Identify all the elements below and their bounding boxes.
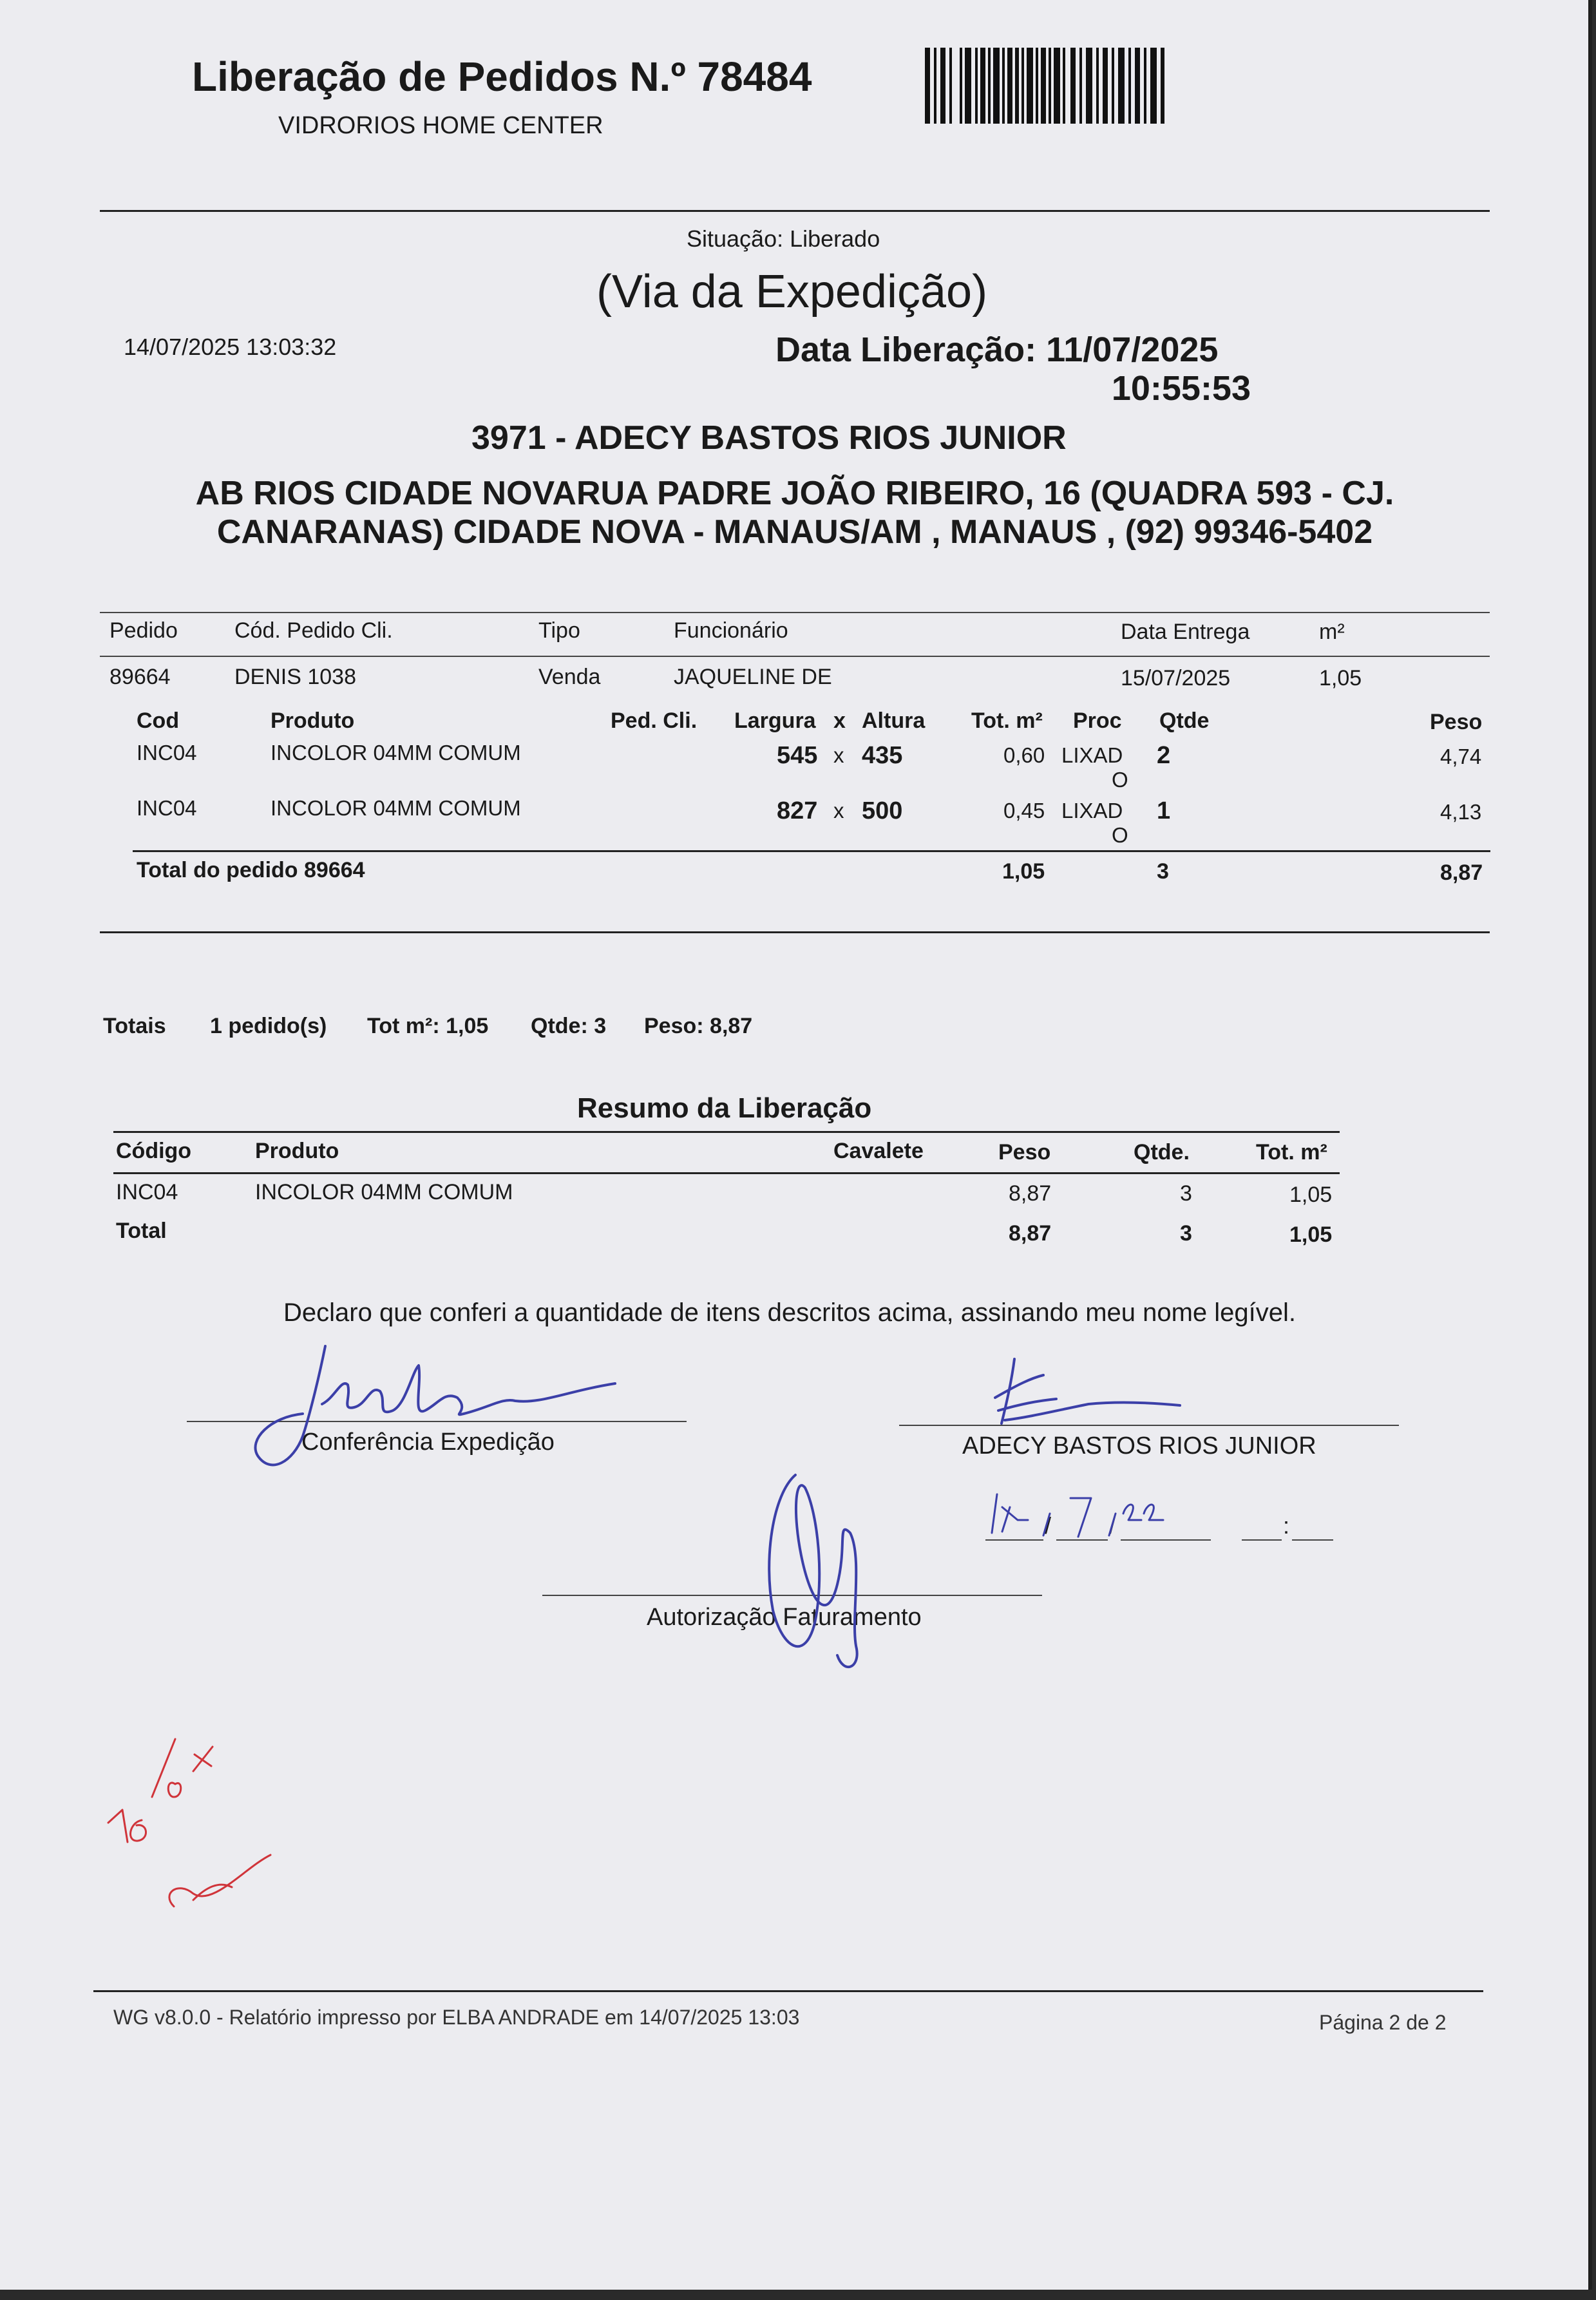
signature-customer [995,1359,1180,1423]
funcionario-value: JAQUELINE DE [674,665,832,689]
company-name: VIDRORIOS HOME CENTER [278,112,603,139]
item-proc-wrap: O [1112,823,1128,847]
signature-line-autorizacao [542,1595,1042,1596]
summary-peso: 8,87 [1009,1181,1052,1206]
item-proc: LIXAD [1061,743,1123,767]
col-data-entrega-header: Data Entrega [1121,620,1250,644]
col-tot-m2: Tot. m² [971,708,1043,733]
m2-value: 1,05 [1319,666,1362,690]
summary-col-tot-m2: Tot. m² [1256,1140,1327,1164]
time-separator: : [1283,1512,1290,1539]
time-blank-minute [1292,1539,1333,1541]
cod-cli-value: DENIS 1038 [234,665,356,689]
item-largura: 545 [777,742,818,769]
summary-qtde: 3 [1180,1181,1192,1206]
pedido-value: 89664 [109,665,171,689]
summary-top-rule [113,1131,1340,1133]
col-ped-cli: Ped. Cli. [611,708,698,733]
declaration-text: Declaro que conferi a quantidade de itens descritos acima, assinando meu nome legível. [283,1298,1297,1327]
summary-col-peso: Peso [998,1140,1051,1164]
totals-qtde: Qtde: 3 [531,1014,607,1038]
col-m2-header: m² [1319,620,1345,644]
item-altura: 500 [862,797,903,824]
signature-label-autorizacao: Autorização Faturamento [647,1604,922,1631]
total-pedido-m2: 1,05 [1002,859,1045,884]
time-blank-hour [1242,1539,1282,1541]
col-cod: Cod [137,708,180,733]
summary-col-qtde: Qtde. [1134,1140,1190,1164]
summary-title: Resumo da Liberação [577,1092,872,1124]
barcode [925,48,1170,124]
date-separator: / [1045,1512,1052,1539]
order-header-top-rule [100,612,1490,613]
footer-page: Página 2 de 2 [1319,2011,1447,2034]
item-cod: INC04 [137,741,197,765]
release-time: 10:55:53 [1111,369,1251,408]
summary-codigo: INC04 [116,1180,178,1204]
totals-m2: Tot m²: 1,05 [367,1014,489,1038]
signature-label-customer: ADECY BASTOS RIOS JUNIOR [962,1432,1316,1459]
signature-line-customer [899,1425,1399,1426]
situation-label: Situação: Liberado [687,225,880,252]
item-peso: 4,13 [1440,800,1482,824]
item-tot-m2: 0,60 [1003,743,1045,767]
totals-peso: Peso: 8,87 [644,1014,753,1038]
item-proc: LIXAD [1061,799,1123,822]
item-qtde: 1 [1157,797,1171,824]
handwritten-red-note [108,1739,271,1906]
item-proc-wrap: O [1112,768,1128,792]
summary-col-cavalete: Cavalete [833,1139,924,1163]
summary-col-codigo: Código [116,1139,192,1163]
col-produto: Produto [271,708,355,733]
col-peso: Peso [1430,710,1483,734]
data-entrega-value: 15/07/2025 [1121,666,1231,690]
summary-produto: INCOLOR 04MM COMUM [255,1180,513,1204]
summary-total-m2: 1,05 [1289,1222,1333,1247]
summary-total-peso: 8,87 [1009,1221,1052,1246]
summary-total-label: Total [116,1219,167,1243]
col-pedido-header: Pedido [109,618,178,643]
summary-total-qtde: 3 [1180,1221,1192,1246]
item-cod: INC04 [137,796,197,820]
total-pedido-label: Total do pedido 89664 [137,858,365,882]
item-produto: INCOLOR 04MM COMUM [271,796,521,820]
summary-header-rule [113,1172,1340,1174]
handwritten-date [992,1494,1163,1537]
footer-rule [93,1990,1483,1992]
totals-label: Totais [103,1014,166,1038]
total-pedido-qtde: 3 [1157,859,1169,884]
total-pedido-peso: 8,87 [1440,860,1483,885]
customer-address-line2: CANARANAS) CIDADE NOVA - MANAUS/AM , MANAUS , (92) 99346-5402 [216,513,1373,551]
totals-pedidos: 1 pedido(s) [210,1014,327,1038]
item-x: x [833,743,844,767]
col-x: x [833,708,846,733]
item-tot-m2: 0,45 [1003,799,1045,822]
printed-timestamp: 14/07/2025 13:03:32 [124,334,337,360]
signature-autorizacao [769,1475,857,1667]
signature-label-conferencia: Conferência Expedição [301,1429,555,1456]
item-largura: 827 [777,797,818,824]
signature-line-conferencia [187,1421,687,1422]
release-date: Data Liberação: 11/07/2025 [775,330,1219,369]
document-title: Liberação de Pedidos N.º 78484 [192,53,812,100]
col-proc: Proc [1073,708,1122,733]
col-qtde: Qtde [1159,708,1210,733]
item-peso: 4,74 [1440,745,1482,768]
item-qtde: 2 [1157,742,1171,769]
item-altura: 435 [862,742,903,769]
date-blank-year [1121,1539,1211,1541]
item-produto: INCOLOR 04MM COMUM [271,741,521,765]
col-funcionario-header: Funcionário [674,618,788,643]
copy-label: (Via da Expedição) [596,266,988,318]
header-rule [100,210,1490,212]
item-x: x [833,799,844,822]
date-blank-day [985,1539,1043,1541]
tipo-value: Venda [538,665,601,689]
date-blank-month [1056,1539,1108,1541]
col-largura: Largura [734,708,816,733]
summary-col-produto: Produto [255,1139,339,1163]
col-cod-cli-header: Cód. Pedido Cli. [234,618,393,643]
order-header-bottom-rule [100,656,1490,657]
customer-name: 3971 - ADECY BASTOS RIOS JUNIOR [471,419,1067,457]
col-tipo-header: Tipo [538,618,580,643]
col-altura: Altura [862,708,926,733]
summary-tot-m2: 1,05 [1289,1183,1333,1207]
date-separator: / [1109,1512,1116,1539]
items-total-rule [133,850,1490,852]
customer-address-line1: AB RIOS CIDADE NOVARUA PADRE JOÃO RIBEIRO, 16 (QUADRA 593 - CJ. [195,475,1394,512]
footer-left: WG v8.0.0 - Relatório impresso por ELBA ANDRADE em 14/07/2025 13:03 [113,2006,800,2029]
items-bottom-rule [100,931,1490,933]
